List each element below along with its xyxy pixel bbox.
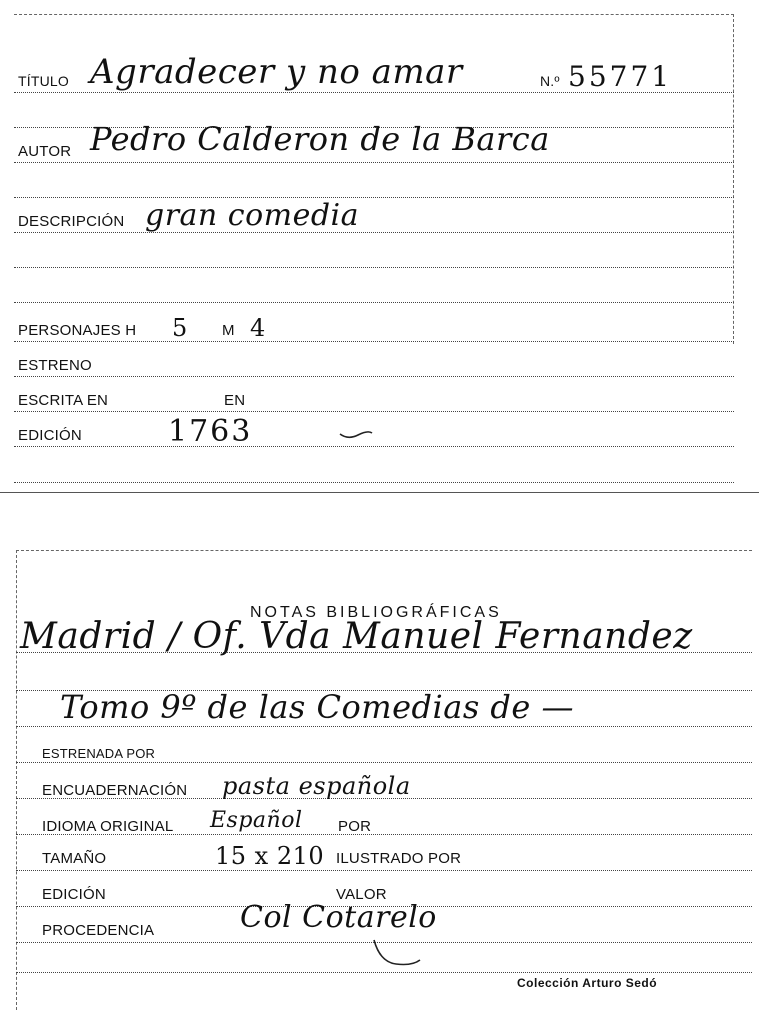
rule-line (14, 411, 734, 412)
personajes-m-value: 4 (250, 314, 266, 342)
encuadernacion-value: pasta española (222, 772, 411, 800)
en-label: EN (224, 392, 246, 409)
estrenada-label (42, 746, 155, 761)
notas-heading: NOTAS BIBLIOGRÁFICAS (250, 604, 502, 621)
rule-line (14, 197, 734, 198)
rule-line (14, 446, 734, 447)
idioma-value: Español (210, 808, 303, 833)
edicion-label-bottom: EDICIÓN (42, 886, 106, 903)
catalog-card-top (0, 0, 759, 493)
descripcion-label: DESCRIPCIÓN (18, 213, 125, 230)
pen-stroke-mark (338, 424, 374, 440)
card-edge-left (16, 550, 17, 1010)
rule-line (14, 267, 734, 268)
personajes-h-value: 5 (172, 314, 188, 342)
rule-line (16, 726, 752, 727)
idioma-label: IDIOMA ORIGINAL (42, 818, 174, 835)
rule-line (16, 870, 752, 871)
encuadernacion-label: ENCUADERNACIÓN (42, 782, 188, 799)
numero-label: N.º (540, 73, 560, 89)
estrenada-label-text: ESTRENADA POR (42, 746, 156, 761)
collection-stamp: Colección Arturo Sedó (517, 976, 658, 990)
rule-line (14, 376, 734, 377)
descripcion-value: gran comedia (145, 198, 360, 233)
rule-line (14, 232, 734, 233)
notes-line-2: Tomo 9º de las Comedias de — (60, 688, 574, 726)
pen-flourish-mark (372, 936, 422, 970)
tamano-value: 15 x 210 (215, 842, 325, 870)
rule-line (16, 972, 752, 973)
card-edge-top (14, 14, 734, 15)
escrita-en-label: ESCRITA EN (18, 392, 109, 409)
procedencia-label: PROCEDENCIA (42, 922, 155, 939)
titulo-value: Agradecer y no amar (90, 52, 463, 92)
tamano-label: TAMAÑO (42, 850, 107, 867)
card-edge-top (16, 550, 752, 551)
notes-line-1: Madrid / Of. Vda Manuel Fernandez (20, 616, 693, 657)
estreno-label: ESTRENO (18, 357, 92, 374)
catalog-card-bottom (0, 540, 759, 1028)
rule-line (14, 341, 734, 342)
personajes-label: PERSONAJES H (18, 322, 137, 339)
autor-value: Pedro Calderon de la Barca (90, 120, 550, 158)
procedencia-value: Col Cotarelo (240, 900, 437, 935)
numero-value: 55771 (568, 60, 673, 93)
rule-line (14, 482, 734, 483)
por-label: POR (338, 818, 372, 835)
autor-label: AUTOR (18, 143, 72, 160)
rule-line (14, 162, 734, 163)
card-edge-right (733, 14, 734, 344)
personajes-m-label: M (222, 322, 235, 339)
edicion-label: EDICIÓN (18, 427, 82, 444)
edicion-value: 1763 (168, 414, 253, 449)
titulo-label: TÍTULO (18, 73, 69, 89)
ilustrado-label: ILUSTRADO POR (336, 850, 462, 867)
rule-line (16, 762, 752, 763)
rule-line (14, 302, 734, 303)
valor-label: VALOR (336, 886, 387, 903)
